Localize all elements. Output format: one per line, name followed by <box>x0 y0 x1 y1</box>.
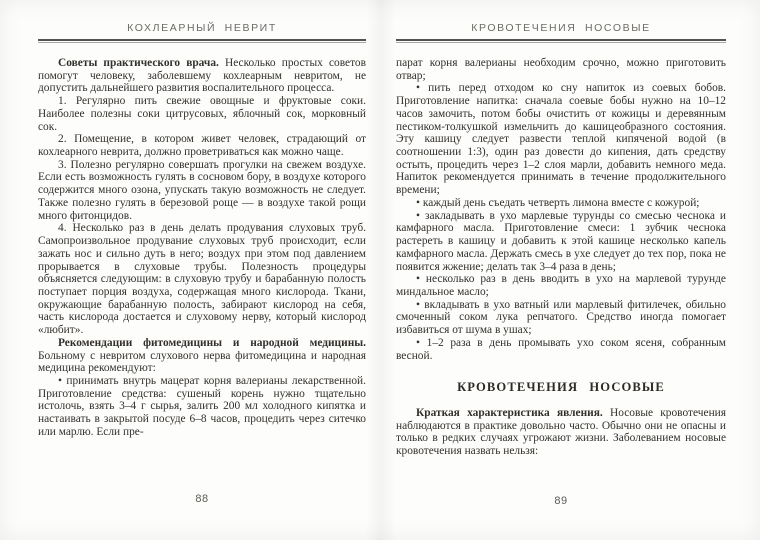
paragraph <box>38 57 366 95</box>
paragraph-text: • 1–2 раза в день промывать ухо соком ясеня, собранным весной. <box>396 336 726 362</box>
right-page <box>396 22 726 507</box>
paragraph-lead: Советы практического врача. <box>58 57 219 69</box>
paragraph-text: Носовые кровотечения наблюдаются в практике довольно часто. Обычно они не опасны и только в редких случаях угрожают жизни. Заболеванием носовые кровотечения назвать нельзя: <box>396 406 726 458</box>
bullet-paragraph <box>396 337 726 362</box>
paragraph-text: 3. Полезно регулярно совершать прогулки на свежем воздухе. Если есть возможность гулять в сосновом бору, в воздухе которого содержится много озона, упускать такую возможность не следует. Также полезно гулять в березовой роще — в воздухе такой рощи много фитонцидов. <box>38 158 366 222</box>
page-number-left: 88 <box>195 493 209 505</box>
paragraph-lead: Краткая характеристика явления. <box>416 406 603 419</box>
paragraph-text: 4. Несколько раз в день делать продувания слуховых труб. Самопроизвольное продувание слуховых труб происходит, если зажать нос и сильно дуть в него; воздух при этом под давлением прорывается в слуховые трубы. Полезность процедуры объясняется следующим: в слуховую трубу и барабанную полость поступает порция воздуха, содержащая много кислорода. Ткани, окружающие барабанную полость, забирают кислород на себя, часть кислорода достается и слуховому нерву, который кислород «любит». <box>38 222 366 337</box>
page-gutter-shadow <box>366 0 396 540</box>
paragraph <box>38 337 366 375</box>
bullet-paragraph <box>396 197 726 210</box>
paragraph-text: • принимать внутрь мацерат корня валерианы лекарственной. Приготовление средства: сушеный корень нужно тщательно истолочь, взять 3–4 г сырья, залить 200 мл холодного кипятка и настаивать в закрытой посуде 6–8 часов, процедить через ситечко или марлю. Если пре- <box>38 374 366 438</box>
bullet-paragraph <box>396 210 726 274</box>
paragraph-text: парат корня валерианы необходим срочно, можно приготовить отвар; <box>396 57 726 82</box>
paragraph-text: Несколько простых советов помогут человеку, заболевшему кохлеарным невритом, не допустить дальнейшего развития воспалительного процесса. <box>38 57 366 95</box>
paragraph-text: • несколько раз в день вводить в ухо на марлевой турунде миндальное масло; <box>396 273 726 298</box>
page-number-right: 89 <box>554 495 568 507</box>
bullet-paragraph <box>396 299 726 337</box>
paragraph <box>38 95 366 133</box>
paragraph-text: • каждый день съедать четверть лимона вместе с кожурой; <box>416 196 700 209</box>
bullet-paragraph <box>396 273 726 298</box>
paragraph <box>38 133 366 158</box>
continuation-paragraph <box>396 57 726 82</box>
paragraph-text: • закладывать в ухо марлевые турунды со смесью чеснока и камфарного масла. Приготовление смеси: 1 зубчик чеснока растереть в кашицу и добавить к этой кашице несколько капель камфарного масла. Держать смесь в ухе следует до тех пор, пока не появится жжение; делать так 3–4 раза в день; <box>396 209 726 273</box>
bullet-paragraph <box>38 375 366 439</box>
paragraph-text: • вкладывать в ухо ватный или марлевый фитилечек, обильно смоченный соком лука репчатого. Средство иногда помогает избавиться от шума в ушах; <box>396 298 726 337</box>
paragraph <box>38 222 366 336</box>
head-rule-left <box>38 39 366 43</box>
paragraph-text: 2. Помещение, в котором живет человек, страдающий от кохлеарного неврита, должно проветриваться как можно чаще. <box>38 133 366 159</box>
paragraph <box>38 159 366 223</box>
paragraph-text: • пить перед отходом ко сну напиток из соевых бобов. Приготовление напитка: сначала соевые бобы нужно на 10–12 часов замочить, потом бобы очистить от кожицы и деревянным пестиком-толкушкой измельчить до кашицеобразного состояния. Эту кашицу следует развести теплой кипяченой водой (в соотношении 1:3), один раз довести до кипения, дать средству остыть, процедить через 1–2 слоя марли, добавить немного меда. Напиток рекомендуется принимать в течение продолжительного времени; <box>396 82 726 197</box>
paragraph-text: Больному с невритом слухового нерва фитомедицина и народная медицина рекомендуют: <box>38 349 366 375</box>
paragraph-text: 1. Регулярно пить свежие овощные и фруктовые соки. Наиболее полезны соки цитрусовых, яблочный сок, морковный сок. <box>38 95 366 133</box>
left-page-body <box>38 57 366 439</box>
right-page-body <box>396 57 726 458</box>
left-page <box>38 22 366 505</box>
head-rule-right <box>396 39 726 43</box>
bullet-paragraph <box>396 82 726 196</box>
running-head-right: КРОВОТЕЧЕНИЯ НОСОВЫЕ <box>471 22 651 34</box>
paragraph <box>396 407 726 458</box>
section-heading: КРОВОТЕЧЕНИЯ НОСОВЫЕ <box>457 380 665 395</box>
running-head-left: КОХЛЕАРНЫЙ НЕВРИТ <box>127 22 277 34</box>
paragraph-lead: Рекомендации фитомедицины и народной медицины. <box>58 336 366 349</box>
